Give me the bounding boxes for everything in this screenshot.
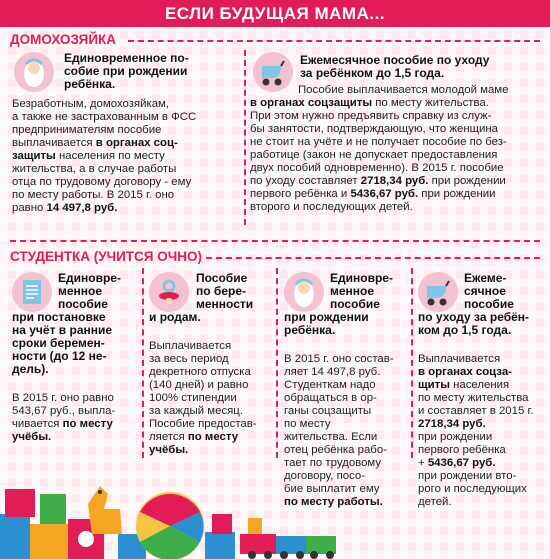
caption-early-registration: Единовре- менное пособие <box>58 271 121 311</box>
pacifier-icon <box>149 272 189 312</box>
caption-birth-benefit: Единовре- менное пособие <box>330 271 393 311</box>
text-one-time-benefit: Безработным, домохозяйкам, а также не застрахованным в ФСС предпринимателям пособие выплачивается в органах соц- защиты населения по месту жительства, а в случае работы отца по трудовому договору - ему по месту работы. В 2015 г. оно равно 14 497,8 руб. <box>12 98 197 214</box>
section-divider <box>128 40 540 42</box>
caption-monthly-benefit: Ежемесячное пособие по уходу за ребёнком до 1,5 года. <box>300 53 490 80</box>
baby-icon <box>14 52 54 92</box>
caption-childcare-benefit: Ежеме- сячное пособие <box>464 271 514 311</box>
column-divider <box>276 268 278 458</box>
caption-maternity-benefit-cont: и родам. <box>149 310 201 324</box>
text-early-registration: В 2015 г. оно равно 543,67 руб., выпла- чивается по месту учёбы. <box>12 392 116 443</box>
caption-early-registration-cont: при постановке на учёт в ранние сроки беремен- ности (до 12 не- дель). <box>12 310 113 376</box>
caption-childcare-benefit-cont: по уходу за ребён- ком до 1,5 года. <box>418 310 530 337</box>
caption-maternity-benefit: Пособие по бере- менности <box>196 271 254 311</box>
document-icon <box>12 272 52 312</box>
section-divider <box>10 240 540 242</box>
section-title-student: СТУДЕНТКА (УЧИТСЯ ОЧНО) <box>10 249 202 264</box>
column-divider <box>142 268 144 458</box>
page-title: ЕСЛИ БУДУЩАЯ МАМА... <box>0 0 550 27</box>
section-divider <box>206 257 540 259</box>
stroller-icon <box>418 272 458 312</box>
caption-one-time-benefit: Единовременное по- собие при рождении ребёнка. <box>64 51 189 91</box>
column-divider <box>411 268 413 458</box>
column-divider <box>244 50 246 225</box>
toys-illustration <box>0 464 550 559</box>
text-monthly-benefit: Пособие выплачивается молодой маме в органах соцзащиты по месту жительства. При этом нужно предъявить справку из служ- бы занятости, подтверждающую, что женщина не стоит на учёте и не получает пособие по без- работице (закон не допускает предоставления двух пособий одновременно). В 2015 г. пособие по уходу составляет 2718,34 руб. при рождении первого ребёнка и 5436,67 руб. при рождении второго и последующих детей. <box>250 84 509 213</box>
text-birth-benefit: В 2015 г. оно состав- ляет 14 497,8 руб. Студенткам надо обращаться в ор- ганы соцзащиты по месту жительства. Если отец ребёнка рабо- тает по трудовому договору, посо- бие выплатит ему по месту работы. <box>284 353 394 508</box>
baby-icon <box>284 272 324 312</box>
caption-birth-benefit-cont: при рождении ребёнка. <box>284 310 369 337</box>
text-maternity-benefit: Выплачивается за весь период декретного отпуска (140 дней) и равно 100% стипендии за каждый месяц. Пособие предостав- ляется по месту учёбы. <box>149 340 257 456</box>
section-title-housewife: ДОМОХОЗЯЙКА <box>10 32 117 47</box>
text-childcare-benefit: Выплачивается в органах соцза- щиты населения по месту жительства и составляет в 2015 г. 2718,34 руб. при рождении первого ребёнка + 5436,67 руб. при рождении вто- рого и последующих детей. <box>418 353 534 508</box>
